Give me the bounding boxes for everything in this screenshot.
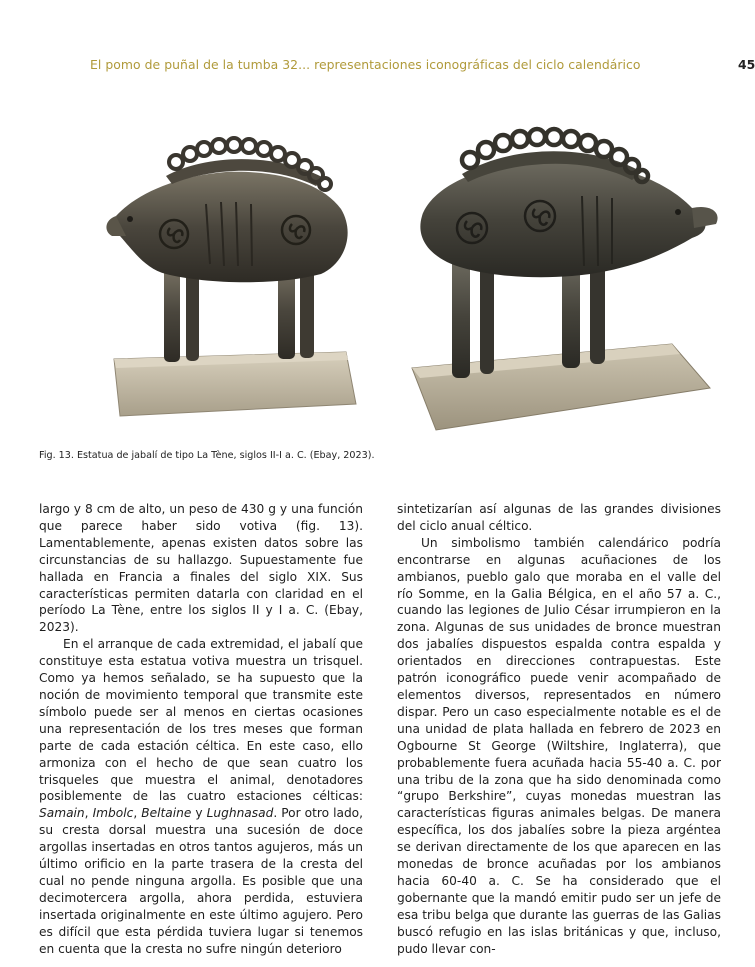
boar-leg <box>480 262 494 374</box>
boar-leg <box>590 260 605 364</box>
season-name-samain: Samain <box>39 806 85 821</box>
boar-body <box>420 160 705 277</box>
left-column <box>39 501 363 957</box>
paragraph <box>39 636 363 957</box>
separator: , <box>84 806 93 821</box>
text-run: . Por otro lado, su cresta dorsal muestra una sucesión de doce argollas insertadas en otros tantos agujeros, más un último orificio en la parte trasera de la cresta del cual no pende ninguna argolla. Es posible que una decimotercera argolla, ahora perdida, estuviera insertada originalmente en este último agujero. Pero es difícil que esta pérdida tuviera lugar si tenemos en cuenta que la cresta no sufre ningún deterioro <box>39 806 364 956</box>
figure-caption: Fig. 13. Estatua de jabalí de tipo La Tène, siglos II-I a. C. (Ebay, 2023). <box>39 450 375 461</box>
separator: y <box>191 806 207 821</box>
text-run: En el arranque de cada extremidad, el jabalí que constituye esta estatua votiva muestra un trisquel. Como ya hemos señalado, se ha supuesto que la noción de movimiento temporal que transmite este símbolo puede ser al menos en ciertas ocasiones una representación de los tres meses que forman parte de cada estación céltica. En este caso, ello armoniza con el hecho de que sean cuatro los trisqueles que muestra el animal, denotadores posiblemente de las cuatro estaciones célticas: <box>39 637 363 804</box>
boar-leg <box>300 266 314 358</box>
running-header: El pomo de puñal de la tumba 32... representaciones iconográficas del ciclo calendárico <box>90 57 641 72</box>
season-name-lughnasad: Lughnasad <box>206 806 274 821</box>
right-column <box>397 501 721 957</box>
boar-leg <box>452 256 470 378</box>
season-name-imbolc: Imbolc <box>92 806 134 821</box>
boar-leg <box>164 264 180 362</box>
paragraph: sintetizarían así algunas de las grandes divisiones del ciclo anual céltico. <box>397 502 721 533</box>
boar-statue-photo-left <box>106 124 364 436</box>
boar-statue-photo-right <box>392 116 722 434</box>
paragraph: Un simbolismo también calendárico podría encontrarse en algunas acuñaciones de los ambianos, pueblo galo que moraba en el valle del río Somme, en la Galia Bélgica, en el año 57 a. C., cuando las legiones de Julio César irrumpieron en la zona. Algunas de sus unidades de bronce muestran dos jabalíes dispuestos espalda contra espalda y orientados en direcciones contrapuestas. Este patrón iconográfico puede venir acompañado de elementos diversos, representados en número dispar. Pero un caso especialmente notable es el de una unidad de plata hallada en febrero de 2023 en Ogbourne St George (Wiltshire, Inglaterra), que probablemente fuera acuñada hacia 55-40 a. C. por una tribu de la zona que ha sido denominada como “grupo Berkshire”, cuyas monedas muestran las características figuras animales belgas. De manera específica, los dos jabalíes sobre la pieza argéntea se derivan directamente de los que aparecen en las monedas de bronce acuñadas por los ambianos hacia 60-40 a. C. Se ha considerado que el gobernante que la mandó emitir pudo ser un jefe de esa tribu belga que durante las guerras de las Galias buscó refugio en las islas británicas y que, incluso, pudo llevar con- <box>397 535 721 956</box>
boar-leg <box>186 269 199 361</box>
boar-body <box>116 172 348 282</box>
paragraph: largo y 8 cm de alto, un peso de 430 g y una función que parece haber sido votiva (fig. 13). Lamentablemente, apenas existen datos sobre las circunstancias de su hallazgo. Supuestamente fue hallada en Francia a finales del siglo XIX. Sus características permiten datarla con claridad en el período La Tène, entre los siglos II y I a. C. (Ebay, 2023). <box>39 502 363 635</box>
separator: , <box>133 806 142 821</box>
season-name-beltaine: Beltaine <box>141 806 192 821</box>
page-number: 45 <box>738 57 755 72</box>
